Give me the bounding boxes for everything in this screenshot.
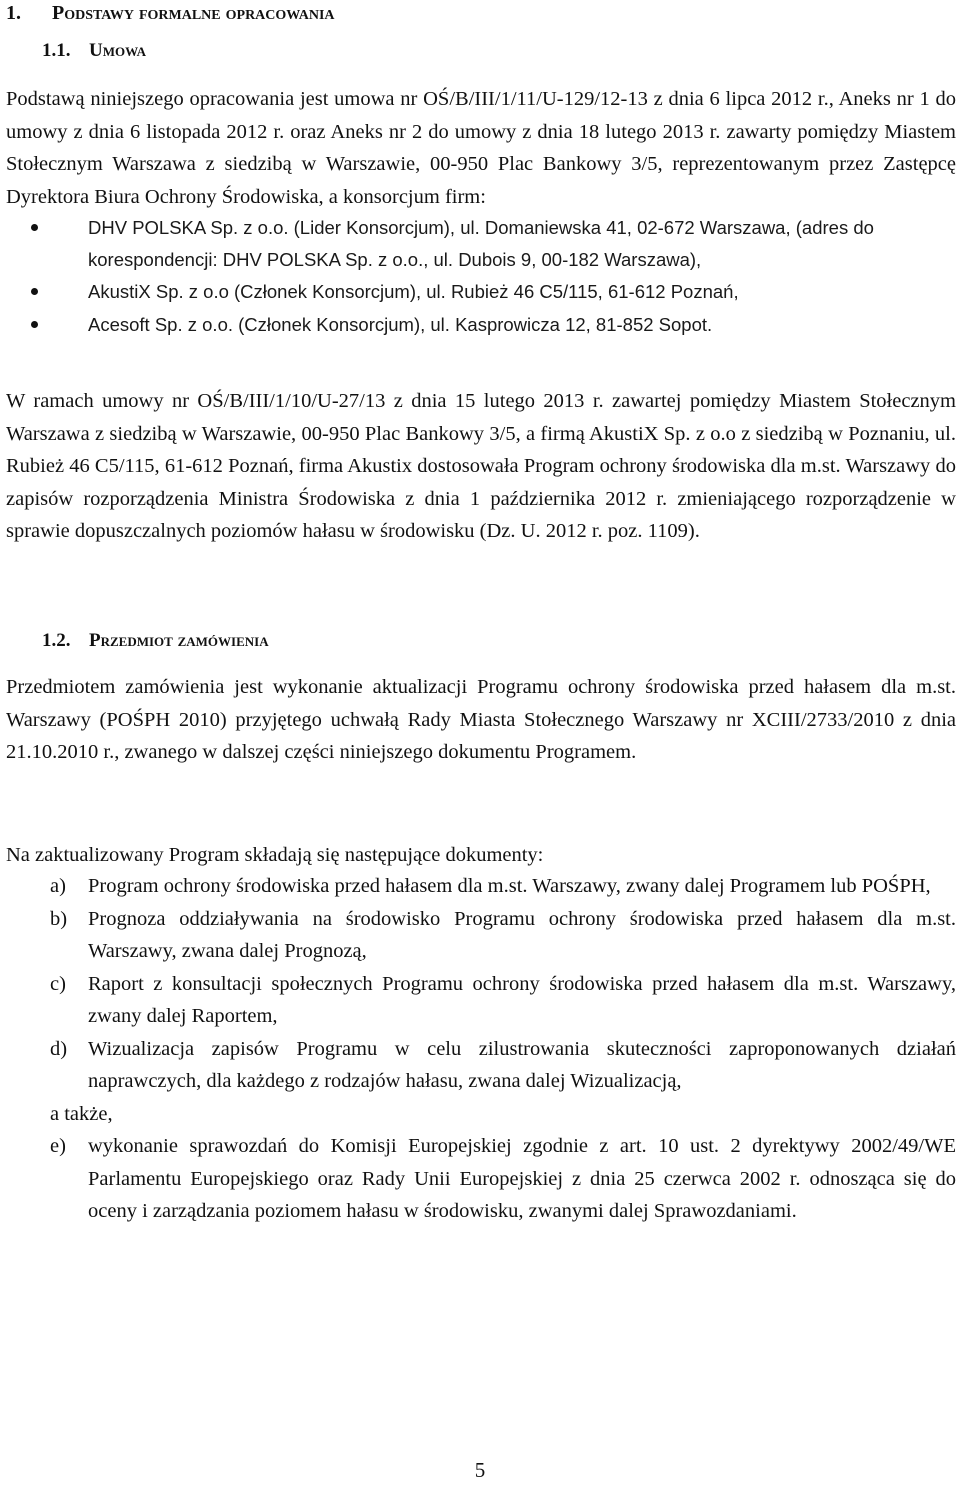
bullet-icon (31, 321, 38, 328)
item-mark: d) (50, 1037, 68, 1060)
document-item-note: a także, (50, 1102, 113, 1125)
document-item: e) wykonanie sprawozdań do Komisji Europejskiej zgodnie z art. 10 ust. 2 dyrektywy 2002/49/WE Parlamentu Europejskiego oraz Rady Unii Europejskiej z dnia 25 czerwca 2002 r. odnosząca się do oceny i zarządzania poziomem hałasu w środowisku, zwanymi dalej Sprawozdaniami. (6, 1130, 956, 1228)
paragraph-contract: Podstawą niniejszego opracowania jest umowa nr OŚ/B/III/1/11/U-129/12-13 z dnia 6 lipca 2012 r., Aneks nr 1 do umowy z dnia 6 listopada 2012 r. oraz Aneks nr 2 do umowy z dnia 18 lutego 2013 r. zawarty pomiędzy Miastem Stołecznym Warszawa z siedzibą w Warszawie, 00-950 Plac Bankowy 3/5, reprezentowanym przez Zastępcę Dyrektora Biura Ochrony Środowiska, a konsorcjum firm: (6, 88, 956, 208)
paragraph-agreement: W ramach umowy nr OŚ/B/III/1/10/U-27/13 z dnia 15 lutego 2013 r. zawartej pomiędzy Miastem Stołecznym Warszawa z siedzibą w Warszawie, 00-950 Plac Bankowy 3/5, a firmą AkustiX Sp. z o.o z siedzibą w Poznaniu, ul. Rubież 46 C5/115, 61-612 Poznań, firma Akustix dostosowała Program ochrony środowiska dla m.st. Warszawy do zapisów rozporządzenia Ministra Środowiska z dnia 1 października 2012 r. zmieniającego rozporządzenie w sprawie dopuszczalnych poziomów hałasu w środowisku (Dz. U. 2012 r. poz. 1109). (6, 390, 956, 542)
document-item: d) Wizualizacja zapisów Programu w celu zilustrowania skuteczności zaproponowanych działań naprawczych, dla każdego z rodzajów hałasu, zwana dalej Wizualizacją, (6, 1033, 956, 1098)
section-heading-1 (6, 0, 335, 26)
bullet-icon (31, 224, 38, 231)
document-item: b) Prognoza oddziaływania na środowisko Programu ochrony środowiska przed hałasem dla m.st. Warszawy, zwana dalej Prognozą, (6, 903, 956, 968)
section-title: Podstawy formalne opracowania (52, 2, 335, 24)
section-number: 1.2. (42, 630, 71, 651)
section-number: 1. (6, 2, 21, 24)
page-number: 5 (474, 1458, 486, 1482)
item-mark: b) (50, 907, 68, 930)
consortium-list (6, 212, 956, 341)
consortium-item: DHV POLSKA Sp. z o.o. (Lider Konsorcjum), ul. Domaniewska 41, 02-672 Warszawa, (adres do korespondencji: DHV POLSKA Sp. z o.o., ul. Dubois 9, 00-182 Warszawa), (6, 212, 956, 276)
section-title: Przedmiot zamówienia (89, 630, 269, 651)
paragraph-documents-intro: Na zaktualizowany Program składają się następujące dokumenty: (6, 844, 544, 866)
section-number: 1.1. (42, 40, 71, 61)
section-heading-1-1 (42, 38, 146, 64)
document-item: c) Raport z konsultacji społecznych Programu ochrony środowiska przed hałasem dla m.st. Warszawy, zwany dalej Raportem, (6, 968, 956, 1033)
consortium-item: Acesoft Sp. z o.o. (Członek Konsorcjum), ul. Kasprowicza 12, 81-852 Sopot. (6, 309, 956, 341)
paragraph-subject: Przedmiotem zamówienia jest wykonanie aktualizacji Programu ochrony środowiska przed hałasem dla m.st. Warszawy (POŚPH 2010) przyjętego uchwałą Rady Miasta Stołecznego Warszawy nr XCIII/2733/2010 z dnia 21.10.2010 r., zwanego w dalszej części niniejszego dokumentu Programem. (6, 676, 956, 763)
consortium-item: AkustiX Sp. z o.o (Członek Konsorcjum), ul. Rubież 46 C5/115, 61-612 Poznań, (6, 276, 956, 308)
item-mark: e) (50, 1135, 66, 1157)
section-heading-1-2 (42, 628, 269, 654)
item-mark: a) (50, 875, 66, 897)
document-item: a) Program ochrony środowiska przed hałasem dla m.st. Warszawy, zwany dalej Programem lub POŚPH, (6, 870, 956, 903)
documents-list (6, 870, 956, 1228)
bullet-icon (31, 288, 38, 295)
item-mark: c) (50, 972, 66, 995)
section-title: Umowa (89, 40, 147, 61)
